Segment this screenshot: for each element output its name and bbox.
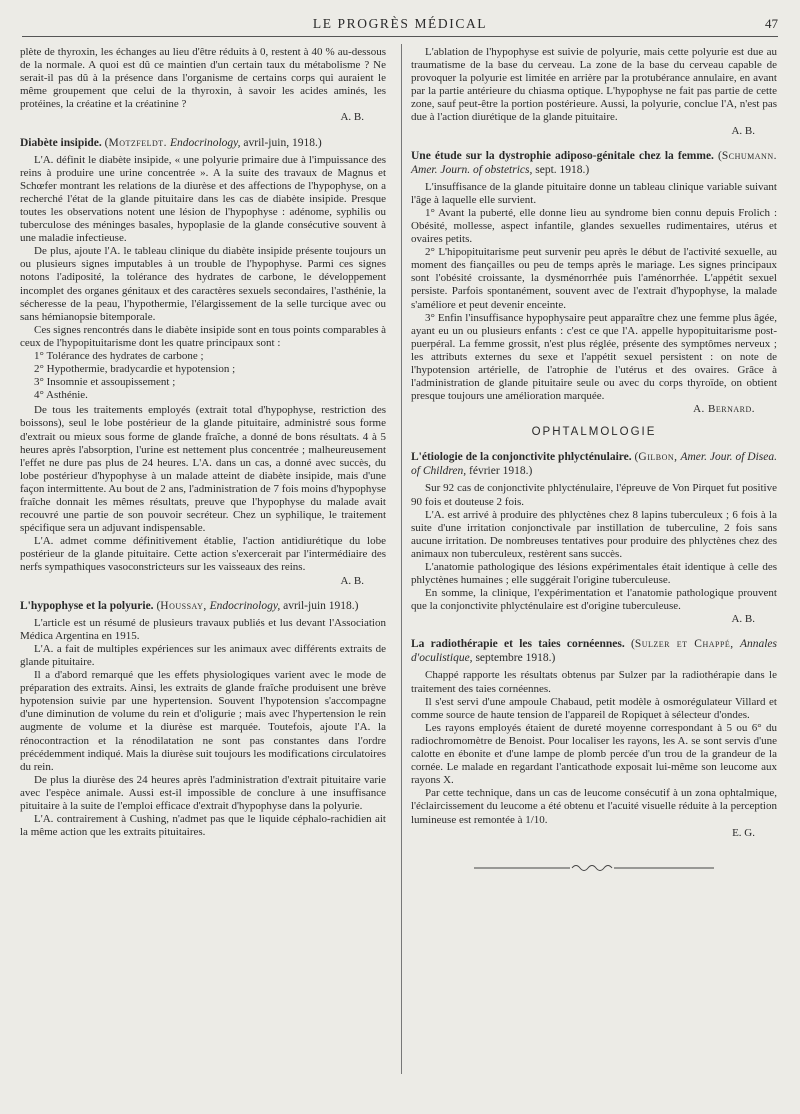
paragraph: L'anatomie pathologique des lésions expérimentales était identique à celle des phlyctènes humaines ; elle suggérait l'origine tuberculeuse. <box>411 561 777 587</box>
signature: A. B. <box>340 111 364 124</box>
article-title-text: L'étiologie de la conjonctivite phlycténulaire. <box>411 451 632 464</box>
article-source: Annales d'oculistique, <box>411 638 777 665</box>
column-rule <box>401 44 402 1074</box>
running-head: LE PROGRÈS MÉDICAL <box>312 16 488 31</box>
intro-paragraph: plète de thyroxin, les échanges au lieu d'être réduits à 0, restent à 40 % au-dessous de la normale. A quoi est dû ce maintien d'un certain taux du métabolisme ? Ne serait-il pas dû à la présence dans l'organisme de certains corps qui auraient le même groupement que celui de la thyroxin, à savoir les acides aminés, les protéines, la créatine et la créatinine ? <box>20 46 386 111</box>
paragraph: De plus, ajoute l'A. le tableau clinique du diabète insipide présente toujours un ou plusieurs signes imputables à un trouble de l'hypophyse. Parmi ces signes notons l'adiposité, la tolérance des hydrates de carbone, le développement incomplet des organes génitaux et des caractères sexuels secondaires, l'asthénie, la sécheresse de la peau, l'hypothermie, l'élargissement de la selle turcique avec ou sans hémianopsie bitemporale. <box>20 245 386 323</box>
paragraph: De tous les traitements employés (extrait total d'hypophyse, restriction des boissons), seul le lobe postérieur de la glande pituitaire, administré sous forme d'extrait ou mieux sous forme de glande fraîche, a donné de bons résultats. 4 à 5 heures après l'absorption, l'urine est nettement plus concentrée ; malheureusement l'effet ne dure pas plus de 24 heures. L'A. dans un cas, a donné avec succès, du lobe postérieur d'hypophyse à un malade atteint de diabète insipide, mais d'une façon intermittente. Au bout de 2 ans, l'administration de 7 fois moins d'hypophyse fraîche donnait les mêmes résultats, preuve que l'hypophyse du malade avait recouvré une partie de son pouvoir secréteur. Chez un syphilique, le traitement spécifique sera un adjuvant indispensable. <box>20 404 386 535</box>
paragraph: Par cette technique, dans un cas de leucome consécutif à un zona ophtalmique, l'éclaircissement du leucome a été obtenu et l'acuité visuelle réduite à la perception lumineuse est remontée à 1/10. <box>411 787 777 826</box>
list-item: 4° Asthénie. <box>34 389 88 402</box>
paragraph: L'A. admet comme définitivement établie, l'action antidiurétique du lobe postérieur de la glande pituitaire. Cette action s'exercerait par l'intermédiaire des nerfs sympathiques vasoconstricteurs sur les vaisseaux des reins. <box>20 535 386 574</box>
paragraph: Chappé rapporte les résultats obtenus par Sulzer par la radiothérapie dans le traitement des taies cornéennes. <box>411 669 777 695</box>
signature: A. Bernard. <box>693 403 755 416</box>
article-author: Motzfeldt. <box>108 136 168 149</box>
article-title-conjonctivite: L'étiologie de la conjonctivite phlycténulaire. (Gilbon, Amer. Jour. of Disea. of Children, février 1918.) <box>411 451 778 478</box>
article-source: Endocrinology, <box>209 599 281 612</box>
paragraph: 2° L'hipopituitarisme peut survenir peu après le début de l'activité sexuelle, au moment des fiançailles ou peu de temps après le mariage. Les signes principaux sont l'obésité croissante, la dysménorrhée puis l'aménorrhée. L'appétit sexuel persiste. Parfois spontanément, souvent avec de l'extrait d'hypophyse, la malade s'améliore et peut devenir enceinte. <box>411 246 777 311</box>
paragraph: Il a d'abord remarqué que les effets physiologiques varient avec le mode de préparation des extraits. Ainsi, les extraits de glande fraîche produisent une brève hypotension suivie par une hypertension. Souvent l'hypotension s'accompagne d'une diminution de volume du rein et d'oligurie ; mais avec l'hypertension le rein augmente de volume et la diurèse est marquée. Toutefois, ajoute l'A. la rénocontraction et la rénodilatation ne sont pas constantes dans l'ordre précédemment indiqué. Mais la diurèse suit toujours les modifications circulatoires du rein. <box>20 669 386 773</box>
paragraph: L'article est un résumé de plusieurs travaux publiés et lus devant l'Association Médica Argentina en 1915. <box>20 616 386 642</box>
header-rule <box>22 36 778 37</box>
article-title-text: Une étude sur la dystrophie adiposo-génitale chez la femme. <box>411 149 714 162</box>
paragraph: L'insuffisance de la glande pituitaire donne un tableau clinique variable suivant l'âge à laquelle elle survient. <box>411 180 777 206</box>
paragraph: Il s'est servi d'une ampoule Chabaud, petit modèle à osmorégulateur Villard et comme source de haute tension de l'appareil de Ropiquet à sélecteur d'ondes. <box>411 695 777 721</box>
article-source: Amer. Jour. of Disea. of Children, <box>411 451 778 478</box>
article-title-diabete: Diabète insipide. (Motzfeldt. Endocrinology, avril-juin, 1918.) <box>20 136 322 149</box>
continued-paragraph: L'ablation de l'hypophyse est suivie de polyurie, mais cette polyurie est due au traumatisme de la base du cerveau. La zone de la base du cerveau capable de provoquer la polyurie est limitée en arrière par la protubérance annulaire, en avant par la partie antérieure du chiasma optique. L'hypophyse ne fait pas partie de cette zone, sauf peut-être la portion postérieure. Aussi, la polyurie, conclue l'A, n'est pas due à l'action diurétique de la glande pituitaire. <box>411 46 777 124</box>
article-date: avril-juin, 1918.) <box>243 136 322 149</box>
signature: E. G. <box>732 826 755 839</box>
article-author: Gilbon, <box>638 451 678 464</box>
article-title-text: L'hypophyse et la polyurie. <box>20 599 154 612</box>
signature: A. B. <box>340 574 364 587</box>
paragraph: L'A. contrairement à Cushing, n'admet pas que le liquide céphalo-rachidien ait la même action que les extraits pituitaires. <box>20 813 386 839</box>
article-date: septembre 1918.) <box>475 652 556 665</box>
left-column <box>20 46 386 839</box>
article-date: février 1918.) <box>469 465 533 478</box>
paragraph: 3° Enfin l'insuffisance hypophysaire peut apparaître chez une femme plus âgée, ayant eu un ou plusieurs enfants : c'est ce que l'A. appelle hypopituitarisme post-puerpéral. La femme grossit, n'est plus réglée, présente des symptômes nerveux ; les attributs externes du sexe et l'appétit sexuel persistent : on note de l'hypotension artérielle, de l'atrophie de l'utérus et des ovaires. Grâce à l'administration de glande pituitaire seule ou avec du corps thyroïde, on obtient presque toujours une amélioration marquée. <box>411 311 777 403</box>
article-author: Houssay, <box>160 599 207 612</box>
paragraph: Ces signes rencontrés dans le diabète insipide sont en tous points comparables à ceux de l'hypopituitarisme dont les quatre principaux sont : <box>20 323 386 349</box>
right-column <box>411 46 777 874</box>
article-title-dystrophie: Une étude sur la dystrophie adiposo-génitale chez la femme. (Schumann. Amer. Journ. of obstetrics, sept. 1918.) <box>411 149 777 176</box>
end-ornament <box>474 862 714 874</box>
paragraph: En somme, la clinique, l'expérimentation et l'anatomie pathologique prouvent que la conjonctivite phlycténulaire est d'origine tuberculeuse. <box>411 587 777 613</box>
paragraph: L'A. est arrivé à produire des phlyctènes chez 8 lapins tuberculeux ; 6 fois à la suite d'une irritation conjonctivale par instillation de tuberculine, 2 fois sans aucune irritation. De nombreuses tentatives pour produire des phlyctènes chez des animaux non tuberculeux, restèrent sans succès. <box>411 508 777 560</box>
article-author: Schumann. <box>721 149 777 162</box>
page-number: 47 <box>765 16 778 31</box>
paragraph: L'A. définit le diabète insipide, « une polyurie primaire due à l'impuissance des reins à produire une urine concentrée ». A la suite des travaux de Magnus et Schœfer montrant les relations de la diurèse et des affections de l'hypophyse, on a recherché l'état de la glande pituitaire dans les cas de diabète insipide. Presque toutes les observations notent une lésion de l'hypophyse : adénome, syphilis ou tuberculose des méninges basales, hypoplasie de la glande consécutive souvent à une maladie infectieuse. <box>20 153 386 245</box>
paragraph: Sur 92 cas de conjonctivite phlycténulaire, l'épreuve de Von Pirquet fut positive 90 fois et douteuse 2 fois. <box>411 482 777 508</box>
signature: A. B. <box>731 613 755 626</box>
page-header <box>22 16 778 36</box>
article-date: sept. 1918.) <box>535 163 590 176</box>
article-date: avril-juin 1918.) <box>283 599 359 612</box>
article-source: Endocrinology, <box>169 136 241 149</box>
paragraph: Les rayons employés étaient de dureté moyenne correspondant à 5 ou 6° du radiochromomètre de Benoist. Pour localiser les rayons, les A. se sont servis d'une calotte en ébonite et d'une lampe de plomb percée d'un trou de la grandeur de la cornée. Le malade en regardant l'anticathode exposait lui-même son leucome aux rayons X. <box>411 721 777 787</box>
article-title-text: La radiothérapie et les taies cornéennes. <box>411 638 625 651</box>
paragraph: 1° Avant la puberté, elle donne lieu au syndrome bien connu depuis Frolich : Obésité, mollesse, aspect infantile, glandes sexuelles rudimentaires, utérus et ovaires petits. <box>411 206 777 246</box>
paragraph: De plus la diurèse des 24 heures après l'administration d'extrait pituitaire varie avec l'espèce animale. Aussi est-il impossible de conclure à une insuffisance pituitaire à la suite de l'emploi efficace d'extrait d'hypophyse dans la polyurie. <box>20 773 386 812</box>
signs-list <box>20 350 386 402</box>
section-heading: OPHTALMOLOGIE <box>531 426 657 439</box>
list-item: 2° Hypothermie, bradycardie et hypotension ; <box>34 363 236 376</box>
list-item: 1° Tolérance des hydrates de carbone ; <box>34 349 204 362</box>
list-item: 3° Insomnie et assoupissement ; <box>34 376 176 389</box>
article-source: Amer. Journ. of obstetrics, <box>411 163 533 176</box>
article-title-text: Diabète insipide. <box>20 136 102 149</box>
paragraph: L'A. a fait de multiples expériences sur les animaux avec différents extraits de glande pituitaire. <box>20 642 386 668</box>
article-title-radiotherapie: La radiothérapie et les taies cornéennes. (Sulzer et Chappé, Annales d'oculistique, septembre 1918.) <box>411 638 777 665</box>
signature: A. B. <box>731 124 755 137</box>
article-title-hypophyse: L'hypophyse et la polyurie. (Houssay, Endocrinology, avril-juin 1918.) <box>20 599 359 612</box>
article-author: Sulzer et Chappé, <box>634 638 734 651</box>
